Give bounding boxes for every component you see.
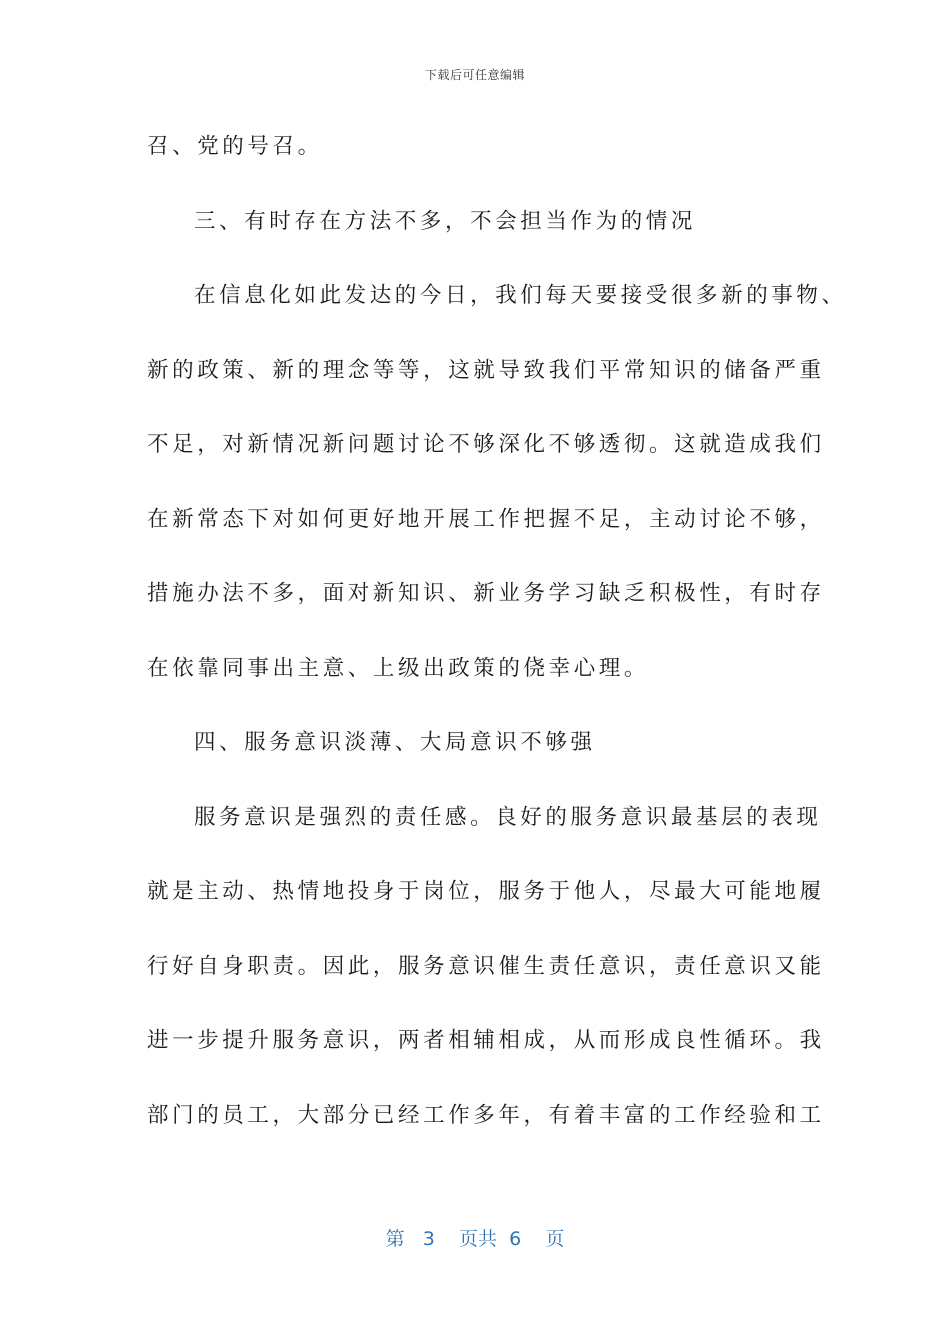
- current-page-number: 3: [422, 1228, 435, 1250]
- footer-suffix: 页: [545, 1228, 565, 1250]
- text-line: 部门的员工，大部分已经工作多年，有着丰富的工作经验和工: [147, 1102, 825, 1128]
- text-line: 新的政策、新的理念等等，这就导致我们平常知识的储备严重: [147, 357, 825, 383]
- page-header: 下载后可任意编辑: [424, 68, 525, 82]
- text-line: 就是主动、热情地投身于岗位，服务于他人，尽最大可能地履: [147, 879, 825, 904]
- text-line: 召、党的号召。: [147, 134, 323, 159]
- text-line: 在新常态下对如何更好地开展工作把握不足，主动讨论不够，: [147, 506, 825, 532]
- section-heading: 三、有时存在方法不多，不会担当作为的情况: [194, 208, 697, 234]
- text-line: 在依靠同事出主意、上级出政策的侥幸心理。: [147, 655, 650, 681]
- text-line: 不足，对新情况新问题讨论不够深化不够透彻。这就造成我们: [147, 432, 825, 457]
- footer-middle: 页共: [459, 1228, 498, 1250]
- text-line: 措施办法不多，面对新知识、新业务学习缺乏积极性，有时存: [147, 581, 825, 606]
- text-line: 进一步提升服务意识，两者相辅相成，从而形成良性循环。我: [147, 1028, 825, 1053]
- footer-prefix: 第: [385, 1228, 405, 1250]
- section-heading: 四、服务意识淡薄、大局意识不够强: [194, 730, 596, 755]
- text-line: 服务意识是强烈的责任感。良好的服务意识最基层的表现: [194, 804, 822, 830]
- document-body: [147, 127, 847, 1170]
- text-line: 行好自身职责。因此，服务意识催生责任意识，责任意识又能: [147, 953, 825, 979]
- text-line: 在信息化如此发达的今日，我们每天要接受很多新的事物、: [194, 283, 847, 308]
- total-pages-number: 6: [509, 1228, 522, 1250]
- page-footer: [0, 1224, 950, 1251]
